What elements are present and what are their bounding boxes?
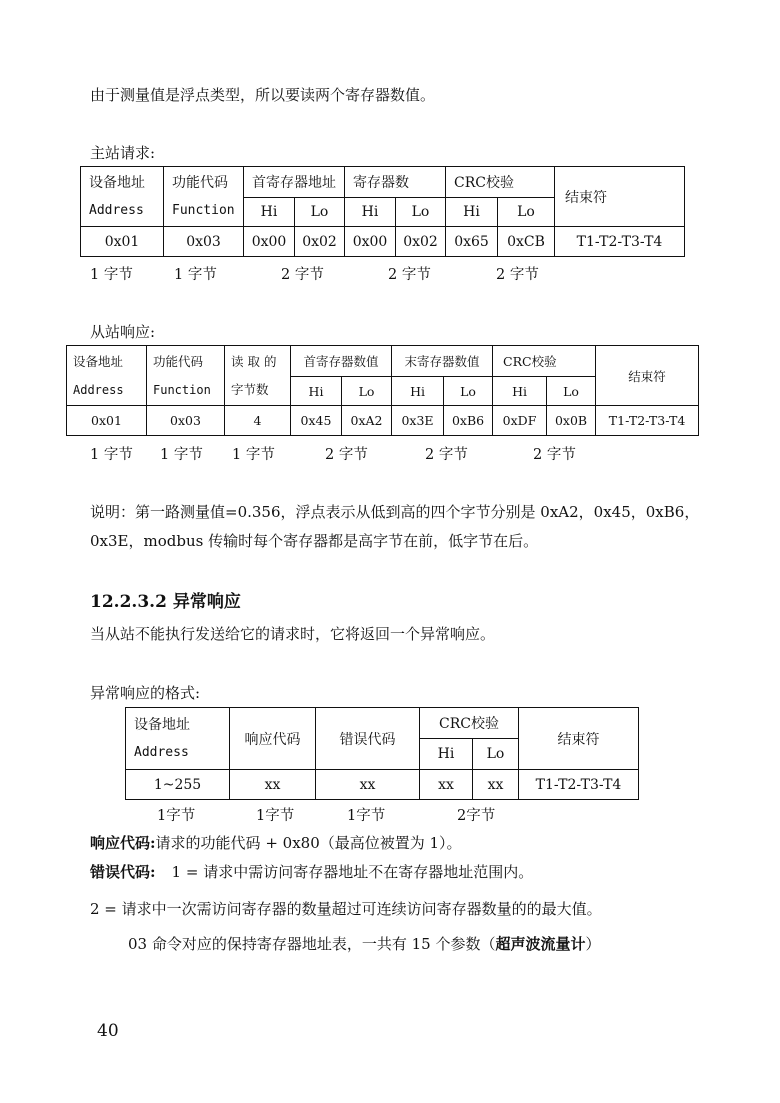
cell-value: xx xyxy=(420,770,473,800)
exception-format-label: 异常响应的格式: xyxy=(90,684,201,702)
slave-response-label: 从站响应: xyxy=(90,323,156,341)
byte-label: 1字节 xyxy=(157,808,196,824)
header-crc: CRC校验 xyxy=(420,708,519,739)
header-address-en: Address xyxy=(73,382,124,397)
byte-label: 2 字节 xyxy=(425,447,468,463)
exception-response-table xyxy=(125,707,639,800)
response-code-label: 响应代码: xyxy=(90,834,156,852)
col-function xyxy=(147,346,225,406)
header-hi: Hi xyxy=(291,377,342,406)
byte-label: 2字节 xyxy=(457,808,496,824)
note-line-2: 0x3E，modbus 传输时每个寄存器都是高字节在前，低字节在后。 xyxy=(90,532,539,550)
cell-value: 0x02 xyxy=(295,227,345,257)
header-error-code: 错误代码 xyxy=(316,708,420,770)
cell-value: 0x03 xyxy=(147,406,225,436)
header-lo: Lo xyxy=(396,198,446,227)
cell-value: 0x03 xyxy=(164,227,244,257)
col-function xyxy=(164,167,244,227)
header-address-en: Address xyxy=(89,202,144,218)
slave-response-table xyxy=(66,345,699,436)
response-code-line xyxy=(90,833,462,853)
header-lo: Lo xyxy=(444,377,493,406)
cell-value: 4 xyxy=(225,406,291,436)
section-title: 12.2.3.2 异常响应 xyxy=(90,592,241,612)
byte-label: 1 字节 xyxy=(90,267,133,283)
col-address xyxy=(81,167,164,227)
byte-label: 1字节 xyxy=(347,808,386,824)
byte-label: 1 字节 xyxy=(160,447,203,463)
byte-label: 1 字节 xyxy=(90,447,133,463)
header-address-en: Address xyxy=(134,744,189,760)
error-code-text-1: 1 = 请求中需访问寄存器地址不在寄存器地址范围内。 xyxy=(171,863,534,881)
header-function-en: Function xyxy=(153,382,211,397)
byte-label: 2 字节 xyxy=(533,447,576,463)
byte-label: 1字节 xyxy=(256,808,295,824)
cell-value: xx xyxy=(473,770,519,800)
cell-value: T1-T2-T3-T4 xyxy=(555,227,685,257)
cell-value: 0x01 xyxy=(67,406,147,436)
cell-value: 0x3E xyxy=(392,406,444,436)
header-hi: Hi xyxy=(244,198,295,227)
cell-value: 0x00 xyxy=(345,227,396,257)
header-function: 功能代码 xyxy=(172,174,228,191)
error-code-label: 错误代码: xyxy=(90,863,156,881)
header-hi: Hi xyxy=(392,377,444,406)
header-address: 设备地址 xyxy=(134,716,190,733)
header-start-register: 首寄存器地址 xyxy=(244,167,345,198)
response-code-text: 请求的功能代码 + 0x80（最高位被置为 1）。 xyxy=(155,834,462,852)
cell-value: 0x0B xyxy=(547,406,596,436)
cell-value: 0xDF xyxy=(493,406,547,436)
cell-value: 1~255 xyxy=(126,770,230,800)
header-response-code: 响应代码 xyxy=(230,708,316,770)
cell-value: T1-T2-T3-T4 xyxy=(596,406,699,436)
byte-label: 2 字节 xyxy=(325,447,368,463)
col-address xyxy=(126,708,230,770)
header-lo: Lo xyxy=(498,198,555,227)
header-hi: Hi xyxy=(446,198,498,227)
byte-label: 2 字节 xyxy=(388,267,431,283)
command-end: ） xyxy=(585,935,601,953)
header-lo: Lo xyxy=(342,377,392,406)
col-address xyxy=(67,346,147,406)
cell-value: 0x65 xyxy=(446,227,498,257)
header-first-register: 首寄存器数值 xyxy=(291,346,392,377)
byte-label: 1 字节 xyxy=(232,447,275,463)
header-lo: Lo xyxy=(295,198,345,227)
header-address: 设备地址 xyxy=(73,353,124,369)
cell-value: 0x01 xyxy=(81,227,164,257)
cell-value: xx xyxy=(316,770,420,800)
exception-description: 当从站不能执行发送给它的请求时，它将返回一个异常响应。 xyxy=(90,625,496,643)
byte-label: 2 字节 xyxy=(496,267,539,283)
byte-label: 2 字节 xyxy=(281,267,324,283)
byte-label: 1 字节 xyxy=(174,267,217,283)
command-text-line xyxy=(128,934,601,954)
header-address: 设备地址 xyxy=(89,174,145,191)
header-hi: Hi xyxy=(493,377,547,406)
intro-text: 由于测量值是浮点类型，所以要读两个寄存器数值。 xyxy=(90,86,436,104)
cell-value: T1-T2-T3-T4 xyxy=(519,770,639,800)
col-byte-count xyxy=(225,346,291,406)
cell-value: 0x45 xyxy=(291,406,342,436)
cell-value: 0xB6 xyxy=(444,406,493,436)
header-byte-count: 字节数 xyxy=(231,381,269,397)
header-end: 结束符 xyxy=(519,708,639,770)
note-line-1: 说明：第一路测量值=0.356，浮点表示从低到高的四个字节分别是 0xA2，0x45，0xB6， xyxy=(90,503,700,521)
cell-value: 0xA2 xyxy=(342,406,392,436)
error-code-text-2: 2 = 请求中一次需访问寄存器的数量超过可连续访问寄存器数量的的最大值。 xyxy=(90,900,602,918)
header-lo: Lo xyxy=(473,739,519,770)
header-hi: Hi xyxy=(345,198,396,227)
header-lo: Lo xyxy=(547,377,596,406)
header-function: 功能代码 xyxy=(153,353,204,369)
header-function-en: Function xyxy=(172,202,235,218)
error-code-line xyxy=(90,862,533,882)
header-last-register: 末寄存器数值 xyxy=(392,346,493,377)
cell-value: xx xyxy=(230,770,316,800)
cell-value: 0x00 xyxy=(244,227,295,257)
page-number: 40 xyxy=(97,1021,119,1041)
header-end: 结束符 xyxy=(555,167,685,227)
header-crc: CRC校验 xyxy=(446,167,555,198)
master-request-label: 主站请求: xyxy=(90,144,156,162)
cell-value: 0xCB xyxy=(498,227,555,257)
cell-value: 0x02 xyxy=(396,227,446,257)
header-crc: CRC校验 xyxy=(493,346,596,377)
command-text: 03 命令对应的保持寄存器地址表，一共有 15 个参数（ xyxy=(128,935,496,953)
header-register-count: 寄存器数 xyxy=(345,167,446,198)
header-hi: Hi xyxy=(420,739,473,770)
master-request-table xyxy=(80,166,685,257)
header-end: 结束符 xyxy=(596,346,699,406)
command-bold: 超声波流量计 xyxy=(495,935,586,953)
header-read: 读 取 的 xyxy=(231,353,277,369)
